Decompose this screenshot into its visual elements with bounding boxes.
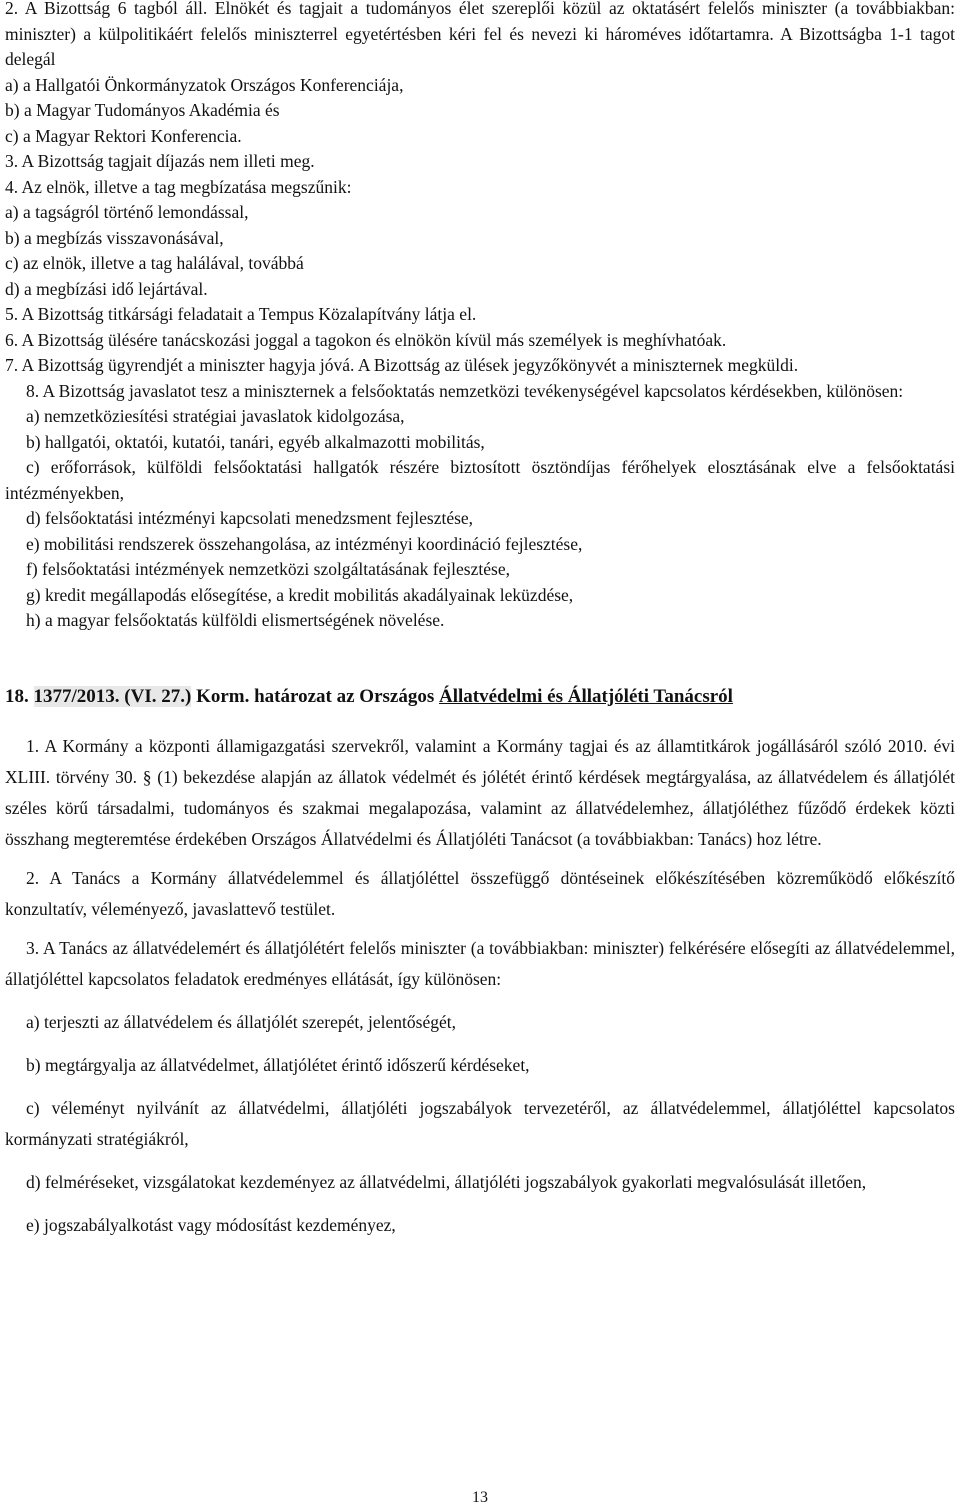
section-paragraph-2: 2. A Tanács a Kormány állatvédelemmel és állatjóléttel összefüggő döntéseinek előkészítésében közreműködő előkészítő konzultatív, véleményező, javaslattevő testület. [5, 867, 955, 919]
section-list-item: e) jogszabályalkotást vagy módosítást kezdeményez, [26, 1214, 396, 1235]
section-list-item: b) megtárgyalja az állatvédelmet, állatjólétet érintő időszerű kérdéseket, [26, 1054, 530, 1075]
list-item: g) kredit megállapodás elősegítése, a kredit mobilitás akadályainak leküzdése, [26, 584, 574, 605]
list-item: f) felsőoktatási intézmények nemzetközi szolgáltatásának fejlesztése, [26, 559, 510, 579]
list-item: b) a Magyar Tudományos Akadémia és [5, 100, 280, 120]
list-item: a) nemzetköziesítési stratégiai javaslatok kidolgozása, [26, 406, 405, 426]
list-item: b) hallgatói, oktatói, kutatói, tanári, egyéb alkalmazotti mobilitás, [26, 431, 485, 452]
list-item: h) a magyar felsőoktatás külföldi elismertségének növelése. [26, 610, 445, 630]
paragraph-item-4: 4. Az elnök, illetve a tag megbízatása megszűnik: [5, 176, 352, 197]
section-list-item: c) véleményt nyilvánít az állatvédelmi, állatjóléti jogszabályok tervezetéről, az állatvédelemmel, állatjóléttel kapcsolatos kormányzati stratégiákról, [5, 1097, 955, 1149]
paragraph-item-7: 7. A Bizottság ügyrendjét a miniszter hagyja jóvá. A Bizottság az ülések jegyzőkönyvét a miniszternek megküldi. [5, 355, 799, 375]
paragraph-item-3: 3. A Bizottság tagjait díjazás nem illeti meg. [5, 151, 315, 171]
paragraph-item-8: 8. A Bizottság javaslatot tesz a miniszternek a felsőoktatás nemzetközi tevékenységével kapcsolatos kérdésekben, különösen: [26, 380, 904, 401]
paragraph-item-5: 5. A Bizottság titkársági feladatait a Tempus Közalapítvány látja el. [5, 304, 477, 324]
list-item: b) a megbízás visszavonásával, [5, 227, 224, 248]
section-paragraph-1: 1. A Kormány a központi államigazgatási szervekről, valamint a Kormány tagjai és az államtitkárok jogállásáról szóló 2010. évi XLIII. törvény 30. § (1) bekezdése alapján az állatok védelmét és jólétét érintő kérdések megtárgyalása, az állatvédelem és állatjólét széles körű társadalmi, tudományos és szakmai megalapozása, valamint az állatvédelemhez, állatjóléthez fűződő érdekek közti összhang megteremtése érdekében Országos Állatvédelmi és Állatjóléti Tanácsot (a továbbiakban: Tanács) hoz létre. [5, 735, 955, 849]
list-item: a) a tagságról történő lemondással, [5, 202, 249, 222]
decree-code: 1377/2013. (VI. 27.) [33, 685, 192, 707]
paragraph-item-6: 6. A Bizottság ülésére tanácskozási joggal a tagokon és elnökön kívül más személyek is meghívhatóak. [5, 329, 727, 350]
section-title-prefix: határozat az Országos [254, 685, 439, 707]
document-page [5, 0, 955, 1241]
decree-kind: Korm. [196, 685, 250, 707]
page-number: 13 [472, 1489, 488, 1506]
paragraph-item-2: 2. A Bizottság 6 tagból áll. Elnökét és tagjait a tudományos élet szereplői közül az oktatásért felelős miniszter (a továbbiakban: miniszter) a külpolitikáért felelős miniszterrel egyetértésben kéri fel és nevezi ki hároméves időtartamra. A Bizottságba 1-1 tagot delegál [5, 0, 955, 69]
section-list-item: a) terjeszti az állatvédelem és állatjólét szerepét, jelentőségét, [26, 1011, 456, 1032]
list-item: d) felsőoktatási intézményi kapcsolati menedzsment fejlesztése, [26, 508, 474, 528]
list-item: e) mobilitási rendszerek összehangolása, az intézményi koordináció fejlesztése, [26, 533, 583, 554]
section-paragraph-3: 3. A Tanács az állatvédelemért és állatjólétért felelős miniszter (a továbbiakban: miniszter) felkérésére elősegíti az állatvédelemmel, állatjóléttel kapcsolatos feladatok eredményes ellátását, így különösen: [5, 937, 955, 989]
list-item: a) a Hallgatói Önkormányzatok Országos Konferenciája, [5, 74, 404, 95]
list-item: c) az elnök, illetve a tag halálával, továbbá [5, 253, 304, 273]
list-item: d) a megbízási idő lejártával. [5, 278, 208, 299]
section-heading [5, 683, 955, 711]
section-title-underlined: Állatvédelmi és Állatjóléti Tanácsról [438, 685, 733, 707]
section-list-item: d) felméréseket, vizsgálatokat kezdeményez az állatvédelmi, állatjóléti jogszabályok gyakorlati megvalósulását illetően, [26, 1171, 867, 1192]
list-item: c) erőforrások, külföldi felsőoktatási hallgatók részére biztosított ösztöndíjas férőhelyek elosztásának elve a felsőoktatási intézményekben, [5, 457, 955, 503]
section-number: 18. [5, 685, 29, 707]
list-item: c) a Magyar Rektori Konferencia. [5, 125, 242, 146]
